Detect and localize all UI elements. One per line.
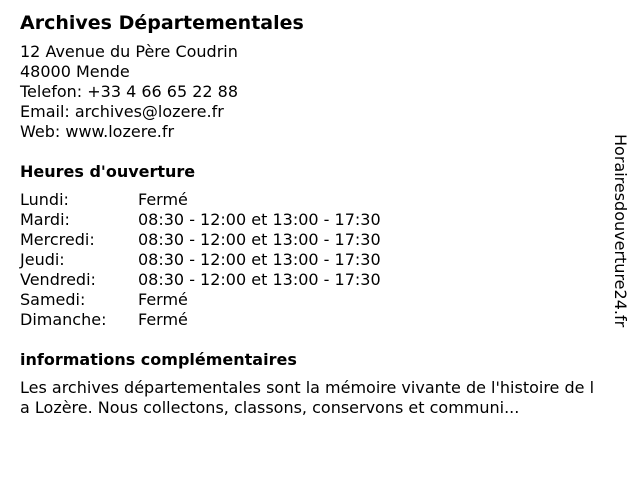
info-description: Les archives départementales sont la mémoire vivante de l'histoire de la Lozère. Nous collectons, classons, conservons et communi... (20, 378, 595, 417)
hours-row-lundi (20, 190, 600, 210)
business-name: Archives Départementales (20, 12, 304, 34)
hours-day: Mardi: (20, 210, 70, 229)
hours-day: Mercredi: (20, 230, 95, 249)
hours-row-vendredi (20, 270, 600, 290)
site-watermark: Horairesdouverture24.fr (611, 134, 630, 328)
hours-time: 08:30 - 12:00 et 13:00 - 17:30 (138, 230, 381, 249)
hours-time: 08:30 - 12:00 et 13:00 - 17:30 (138, 250, 381, 269)
hours-heading: Heures d'ouverture (20, 162, 196, 181)
hours-time: 08:30 - 12:00 et 13:00 - 17:30 (138, 210, 381, 229)
hours-row-jeudi (20, 250, 600, 270)
hours-row-mardi (20, 210, 600, 230)
address-street: 12 Avenue du Père Coudrin (20, 42, 238, 61)
hours-day: Lundi: (20, 190, 69, 209)
hours-row-samedi (20, 290, 600, 310)
hours-day: Dimanche: (20, 310, 107, 329)
hours-day: Vendredi: (20, 270, 96, 289)
hours-time: Fermé (138, 190, 188, 209)
hours-day: Jeudi: (20, 250, 65, 269)
hours-time: Fermé (138, 310, 188, 329)
hours-time: 08:30 - 12:00 et 13:00 - 17:30 (138, 270, 381, 289)
hours-row-dimanche (20, 310, 600, 330)
business-card (20, 10, 600, 418)
web-line[interactable]: Web: www.lozere.fr (20, 122, 175, 141)
hours-day: Samedi: (20, 290, 86, 309)
hours-row-mercredi (20, 230, 600, 250)
hours-time: Fermé (138, 290, 188, 309)
info-heading: informations complémentaires (20, 350, 297, 369)
phone-line[interactable]: Telefon: +33 4 66 65 22 88 (20, 82, 239, 101)
address-city: 48000 Mende (20, 62, 130, 81)
email-line[interactable]: Email: archives@lozere.fr (20, 102, 224, 121)
hours-table (20, 190, 600, 330)
